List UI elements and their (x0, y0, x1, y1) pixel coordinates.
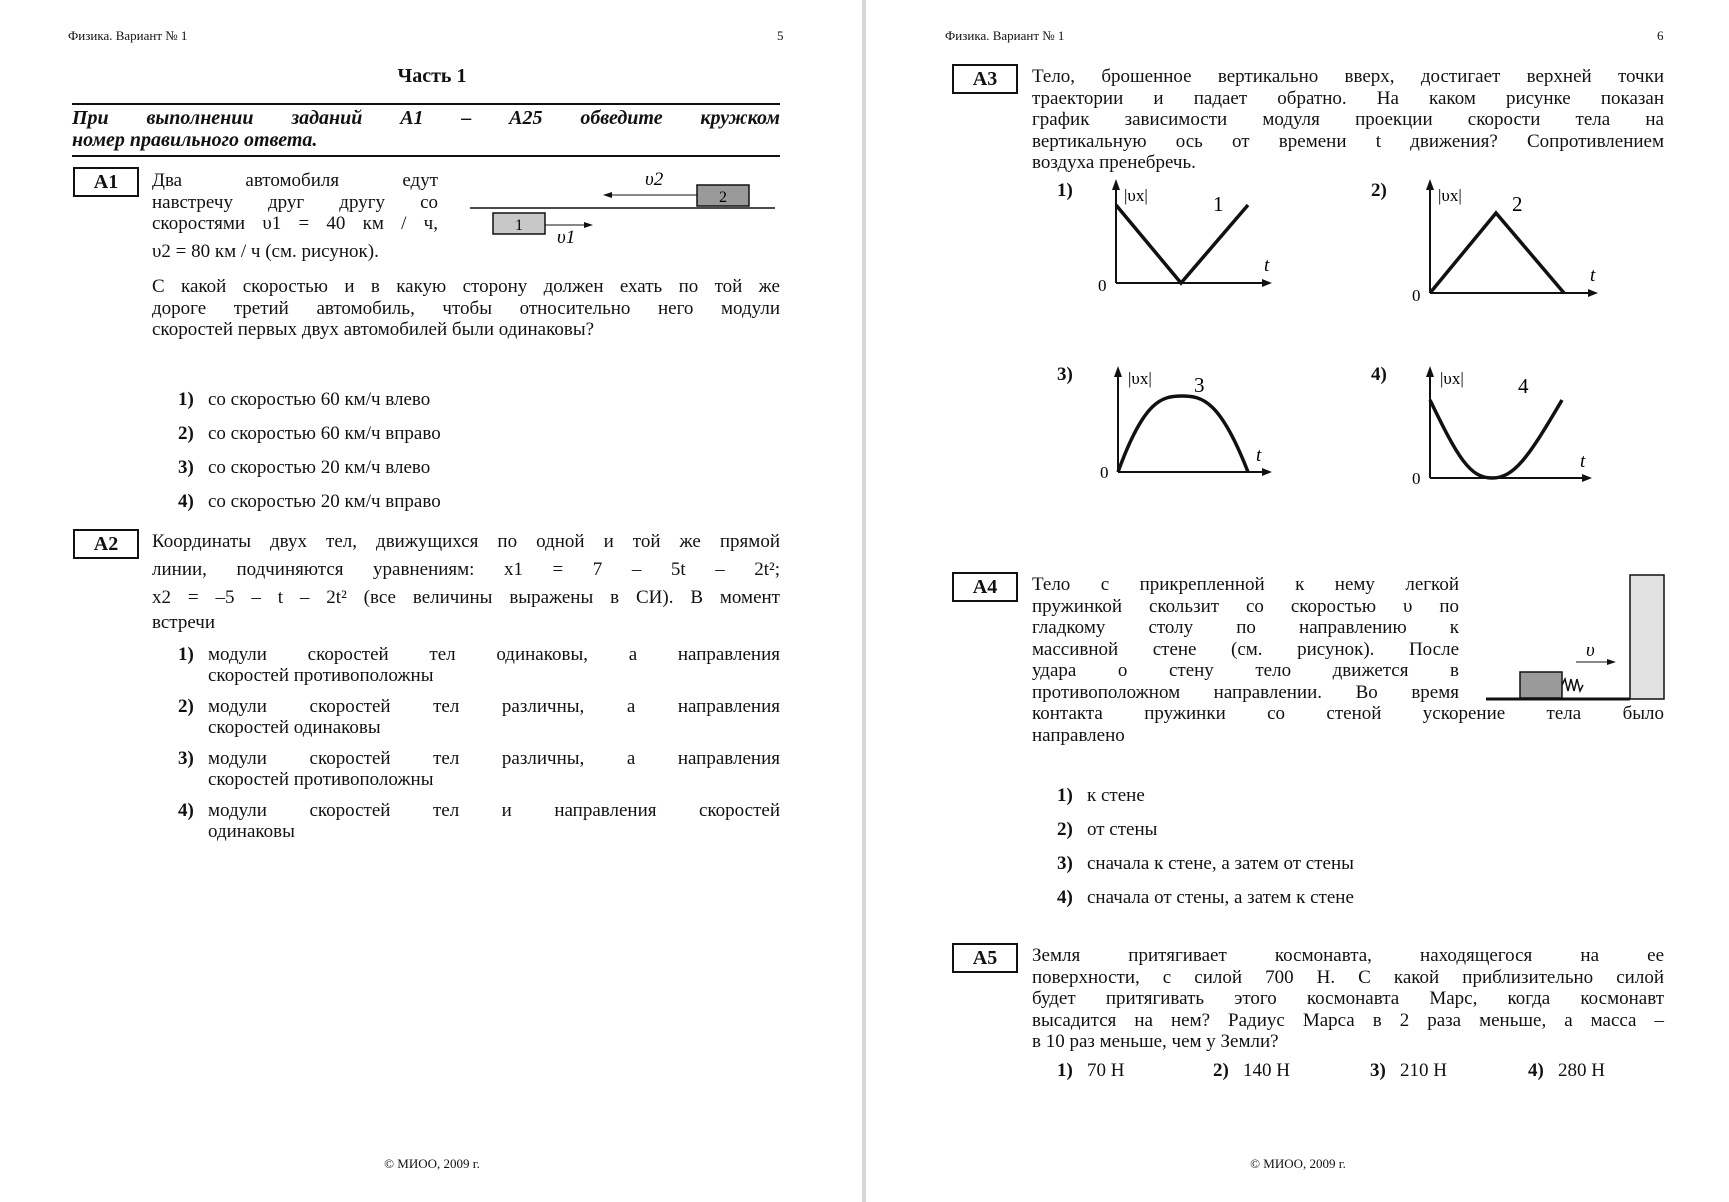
option-number: 1) (1057, 785, 1073, 806)
y-label: |υx| (1438, 186, 1462, 205)
option-text: от стены (1087, 819, 1158, 840)
a5-text (1032, 945, 1664, 1053)
a2-option-2[interactable] (178, 696, 780, 738)
right-page (866, 0, 1729, 1202)
a3-line: Тело, брошенное вертикально вверх, достигает верхней точки (1032, 66, 1664, 87)
a4-option-4[interactable] (1057, 887, 1354, 908)
option-text: со скоростью 20 км/ч вправо (208, 491, 441, 512)
a1-cont-line: скоростей первых двух автомобилей были одинаковы? (152, 319, 595, 340)
footer: © МИОО, 2009 г. (384, 1156, 480, 1171)
a1-cars-figure (465, 170, 785, 250)
y-label: |υx| (1440, 369, 1464, 388)
y-label: |υx| (1128, 369, 1152, 388)
option-number: 2) (178, 696, 194, 717)
a1-line: υ2 = 80 км / ч (см. рисунок). (152, 240, 379, 262)
question-label-a1: А1 (73, 167, 139, 197)
a3-line: вертикальную ось от времени t движения? Сопротивлением (1032, 130, 1664, 152)
a4-line: удара о стену тело движется в (1032, 660, 1459, 681)
a4-option-2[interactable] (1057, 819, 1157, 840)
x-axis-arrow (1582, 474, 1592, 482)
velocity-label: υ (1586, 640, 1595, 661)
curve-label: 3 (1194, 373, 1205, 397)
option-number: 3) (178, 748, 194, 769)
a1-option-2[interactable] (178, 423, 441, 444)
x-axis-arrow (1588, 289, 1598, 297)
a1-option-1[interactable] (178, 389, 430, 410)
wall (1630, 575, 1664, 699)
option-text: 70 Н (1087, 1060, 1125, 1081)
question-label-a4: А4 (952, 572, 1018, 602)
a4-wall-figure (1482, 570, 1672, 705)
question-label-a3: А3 (952, 64, 1018, 94)
graph-1[interactable] (1086, 175, 1286, 295)
graph-3-curve (1118, 396, 1248, 472)
footer: © МИОО, 2009 г. (1250, 1156, 1346, 1171)
origin-label: 0 (1412, 286, 1421, 303)
a2-line: Координаты двух тел, движущихся по одной и той же прямой (152, 531, 780, 552)
spring (1562, 679, 1583, 691)
option-number: 4) (1057, 887, 1073, 908)
page-number: 5 (777, 28, 784, 43)
a4-line: противоположном направлении. Во время (1032, 681, 1459, 703)
curve-label: 4 (1518, 374, 1529, 398)
a5-line: высадится на нем? Радиус Марса в 2 раза меньше, а масса – (1032, 1009, 1664, 1031)
option-number: 2) (1057, 819, 1073, 840)
option-text: сначала от стены, а затем к стене (1087, 887, 1354, 908)
question-label-a5: А5 (952, 943, 1018, 973)
a5-option-1[interactable] (1057, 1060, 1124, 1081)
curve-label: 1 (1213, 192, 1224, 216)
a4-text (1032, 574, 1459, 703)
a4-text-cont (1032, 703, 1664, 746)
a1-cont-line: С какой скоростью и в какую сторону должен ехать по той же (152, 276, 780, 297)
a5-line: поверхности, с силой 700 Н. С какой приблизительно силой (1032, 966, 1664, 988)
a2-option-1[interactable] (178, 644, 780, 686)
option-text-line: модули скоростей тел различны, а направления (208, 748, 780, 769)
a4-cont-line: контакта пружинки со стеной ускорение тела было (1032, 703, 1664, 724)
option-text: 140 Н (1243, 1060, 1290, 1081)
car-2-label: 2 (719, 189, 727, 206)
a5-option-3[interactable] (1370, 1060, 1447, 1081)
y-axis-arrow (1426, 179, 1434, 190)
option-number: 1) (1057, 1060, 1073, 1081)
car-1-label: 1 (515, 217, 523, 234)
option-number: 3) (178, 457, 194, 478)
rule-top (72, 103, 780, 105)
a2-line: x2 = –5 – t – 2t² (все величины выражены в СИ). В момент (152, 587, 780, 608)
graph-3[interactable] (1086, 360, 1296, 482)
graph-4-number[interactable]: 4) (1371, 364, 1387, 385)
a4-line: массивной стене (см. рисунок). После (1032, 638, 1459, 660)
page-number: 6 (1657, 28, 1664, 43)
a5-option-2[interactable] (1213, 1060, 1290, 1081)
a1-line: навстречу друг другу со (152, 191, 438, 213)
y-axis-arrow (1112, 179, 1120, 190)
graph-2-curve (1430, 213, 1564, 293)
y-label: |υx| (1124, 186, 1148, 205)
x-axis-arrow (1262, 468, 1272, 476)
a4-line: гладкому столу по направлению к (1032, 617, 1459, 638)
option-text-line: скоростей одинаковы (208, 717, 381, 738)
a4-cont-line: направлено (1032, 724, 1125, 746)
a1-text (152, 170, 438, 262)
y-axis-arrow (1426, 366, 1434, 377)
option-number: 2) (178, 423, 194, 444)
v1-label: υ1 (557, 227, 576, 248)
a5-option-4[interactable] (1528, 1060, 1605, 1081)
option-number: 1) (178, 389, 194, 410)
x-axis-arrow (1262, 279, 1272, 287)
option-number: 3) (1370, 1060, 1386, 1081)
option-number: 3) (1057, 853, 1073, 874)
option-text: 210 Н (1400, 1060, 1447, 1081)
block-body (1520, 672, 1562, 698)
a1-option-4[interactable] (178, 491, 441, 512)
rule-bottom (72, 155, 780, 157)
graph-3-number[interactable]: 3) (1057, 364, 1073, 385)
instruction-line-1: При выполнении заданий А1 – А25 обведите кружком (72, 107, 780, 129)
a4-line: Тело с прикрепленной к нему легкой (1032, 574, 1459, 595)
a3-line: воздуха пренебречь. (1032, 152, 1196, 173)
graph-4[interactable] (1400, 360, 1610, 490)
option-text: 280 Н (1558, 1060, 1605, 1081)
header-title: Физика. Вариант № 1 (945, 28, 1065, 43)
option-text: к стене (1087, 785, 1145, 806)
velocity-arrowhead (1607, 659, 1616, 665)
a1-option-3[interactable] (178, 457, 430, 478)
option-number: 1) (178, 644, 194, 665)
origin-label: 0 (1100, 463, 1109, 482)
a4-option-1[interactable] (1057, 785, 1145, 806)
a4-option-3[interactable] (1057, 853, 1354, 874)
graph-2[interactable] (1400, 175, 1610, 303)
x-label: t (1580, 451, 1586, 472)
v2-label: υ2 (645, 170, 664, 190)
a1-line: скоростями υ1 = 40 км / ч, (152, 213, 438, 234)
a2-line: линии, подчиняются уравнениям: x1 = 7 – 5t – 2t²; (152, 558, 780, 580)
x-label: t (1590, 265, 1596, 286)
a2-line: встречи (152, 611, 216, 633)
left-page (0, 0, 864, 1202)
v1-arrowhead (584, 222, 593, 228)
option-number: 4) (178, 800, 194, 821)
graph-2-number[interactable]: 2) (1371, 180, 1387, 201)
curve-label: 2 (1512, 192, 1523, 216)
a2-option-3[interactable] (178, 748, 780, 790)
graph-4-curve (1430, 400, 1562, 478)
a3-text (1032, 66, 1664, 174)
question-label-a2: А2 (73, 529, 139, 559)
origin-label: 0 (1412, 469, 1421, 488)
x-label: t (1256, 445, 1262, 466)
option-text-line: модули скоростей тел различны, а направления (208, 696, 780, 717)
option-text-line: скоростей противоположны (208, 665, 434, 686)
header-title: Физика. Вариант № 1 (68, 28, 188, 43)
option-text-line: модули скоростей тел и направления скоростей (208, 800, 780, 821)
part-title: Часть 1 (397, 65, 467, 87)
a4-line: пружинкой скользит со скоростью υ по (1032, 595, 1459, 617)
v2-arrowhead (603, 192, 612, 198)
option-text: со скоростью 20 км/ч влево (208, 457, 431, 478)
option-text-line: модули скоростей тел одинаковы, а направления (208, 644, 780, 665)
instruction-line-2: номер правильного ответа. (72, 129, 318, 151)
a3-line: график зависимости модуля проекции скорости тела на (1032, 109, 1664, 130)
option-text-line: скоростей противоположны (208, 769, 434, 790)
origin-label: 0 (1098, 276, 1107, 295)
a5-line: в 10 раз меньше, чем у Земли? (1032, 1031, 1279, 1052)
a5-line: Земля притягивает космонавта, находящегося на ее (1032, 945, 1664, 966)
option-text: со скоростью 60 км/ч влево (208, 389, 431, 410)
a1-cont-line: дороге третий автомобиль, чтобы относительно него модули (152, 297, 780, 319)
a2-text (152, 531, 780, 633)
a5-line: будет притягивать этого космонавта Марс, когда космонавт (1032, 988, 1664, 1009)
option-number: 2) (1213, 1060, 1229, 1081)
option-number: 4) (178, 491, 194, 512)
a1-line: Два автомобиля едут (152, 170, 438, 191)
y-axis-arrow (1114, 366, 1122, 377)
option-text: со скоростью 60 км/ч вправо (208, 423, 441, 444)
a3-line: траектории и падает обратно. На каком рисунке показан (1032, 87, 1664, 109)
a1-text-cont (152, 276, 780, 341)
a2-option-4[interactable] (178, 800, 780, 842)
x-label: t (1264, 255, 1270, 276)
option-text-line: одинаковы (208, 821, 295, 842)
graph-1-number[interactable]: 1) (1057, 180, 1073, 201)
graph-1-curve (1116, 205, 1248, 283)
option-number: 4) (1528, 1060, 1544, 1081)
option-text: сначала к стене, а затем от стены (1087, 853, 1354, 874)
